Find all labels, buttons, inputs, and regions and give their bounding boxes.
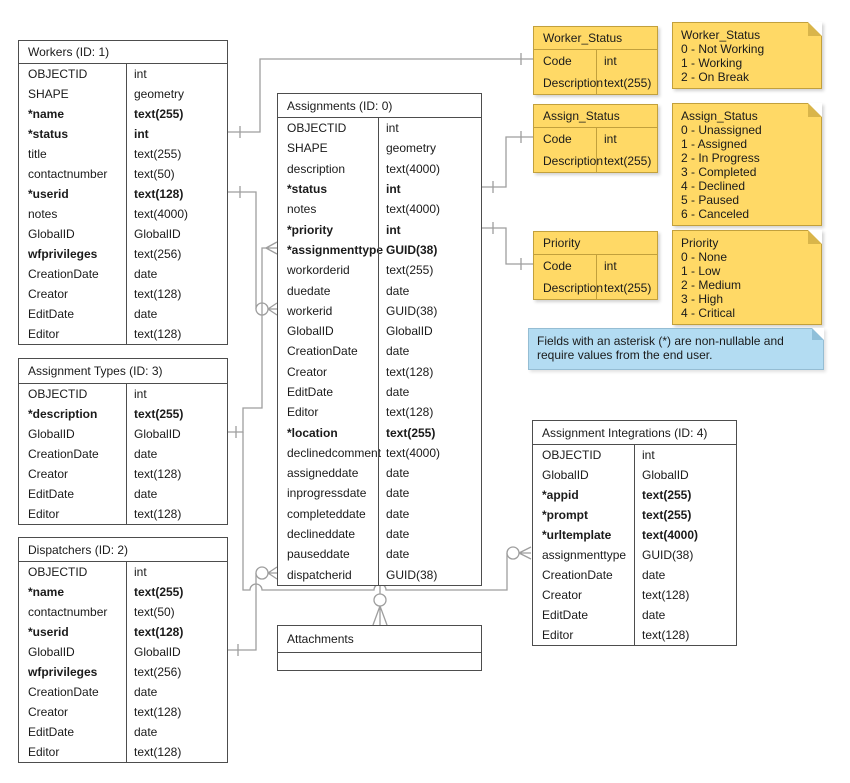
assign_status-field-row bbox=[534, 150, 657, 172]
field-name: GlobalID bbox=[28, 227, 75, 241]
field-name: workorderid bbox=[287, 263, 350, 278]
field-name: EditDate bbox=[287, 385, 334, 399]
assign_status-title: Assign_Status bbox=[534, 105, 657, 128]
field-type: text(50) bbox=[126, 164, 227, 184]
workers-field-row bbox=[19, 184, 227, 204]
worker_status-field-row bbox=[534, 50, 657, 72]
assignment_types-field-row bbox=[19, 384, 227, 404]
dispatchers-field-row bbox=[19, 722, 227, 742]
relationship-dispatchers-assignments bbox=[228, 567, 277, 656]
field-name: Description bbox=[543, 154, 604, 168]
field-name: *status bbox=[28, 127, 69, 141]
assignments-field-row bbox=[278, 219, 481, 239]
field-type: geometry bbox=[378, 138, 481, 158]
dispatchers-field-row bbox=[19, 582, 227, 602]
assignments-field-row bbox=[278, 138, 481, 158]
field-type: text(255) bbox=[126, 144, 227, 164]
note-worker-status-values bbox=[672, 22, 822, 89]
field-name: *appid bbox=[542, 488, 579, 502]
assignments-field-row bbox=[278, 280, 481, 300]
assignments-field-row bbox=[278, 463, 481, 483]
field-type: text(255) bbox=[126, 582, 227, 602]
field-name: assignmenttype bbox=[542, 548, 627, 562]
field-name: CreationDate bbox=[28, 685, 99, 699]
field-type: date bbox=[126, 722, 227, 742]
field-name: *status bbox=[287, 182, 328, 197]
field-name: Editor bbox=[28, 327, 60, 341]
field-name: *prompt bbox=[542, 508, 588, 522]
field-type: int bbox=[126, 562, 227, 582]
field-type: GlobalID bbox=[126, 642, 227, 662]
field-name: *description bbox=[28, 407, 98, 421]
field-name: pauseddate bbox=[287, 547, 350, 562]
field-name: assigneddate bbox=[287, 466, 359, 481]
assignments-field-row bbox=[278, 301, 481, 321]
field-name: Creator bbox=[542, 588, 583, 602]
assignments-field-row bbox=[278, 443, 481, 463]
field-name: *urltemplate bbox=[542, 528, 612, 542]
table-assignment-integrations bbox=[532, 420, 737, 646]
field-type: text(128) bbox=[634, 625, 736, 645]
field-type: date bbox=[378, 524, 481, 544]
workers-field-row bbox=[19, 104, 227, 124]
assignment_types-title: Assignment Types (ID: 3) bbox=[19, 359, 227, 384]
workers-field-row bbox=[19, 284, 227, 304]
assignment_types-field-row bbox=[19, 424, 227, 444]
field-type: int bbox=[126, 384, 227, 404]
field-name: title bbox=[28, 147, 47, 161]
field-name: *priority bbox=[287, 222, 334, 237]
note-assign-status-values bbox=[672, 103, 822, 226]
field-type: text(4000) bbox=[378, 159, 481, 179]
field-name: Editor bbox=[287, 405, 319, 420]
field-name: Code bbox=[543, 54, 572, 68]
field-type: text(4000) bbox=[634, 525, 736, 545]
field-name: inprogressdate bbox=[287, 486, 367, 501]
note-line: 2 - In Progress bbox=[681, 151, 760, 165]
field-type: geometry bbox=[126, 84, 227, 104]
field-name: OBJECTID bbox=[28, 67, 88, 81]
field-type: text(128) bbox=[126, 622, 227, 642]
dispatchers-field-row bbox=[19, 562, 227, 582]
field-name: *location bbox=[287, 425, 338, 440]
table-dispatchers bbox=[18, 537, 228, 763]
field-name: contactnumber bbox=[28, 167, 108, 181]
priority-field-row bbox=[534, 255, 657, 277]
field-type: text(128) bbox=[126, 324, 227, 344]
assignments-field-row bbox=[278, 260, 481, 280]
note-asterisk-explanation bbox=[528, 328, 824, 370]
field-type: date bbox=[378, 544, 481, 564]
field-name: Creator bbox=[28, 287, 69, 301]
workers-field-row bbox=[19, 304, 227, 324]
field-name: Editor bbox=[542, 628, 574, 642]
field-type: GUID(38) bbox=[634, 545, 736, 565]
field-type: int bbox=[378, 118, 481, 138]
workers-field-row bbox=[19, 264, 227, 284]
assignment_integrations-field-row bbox=[533, 605, 736, 625]
field-type: int bbox=[596, 255, 657, 277]
field-type: text(4000) bbox=[378, 199, 481, 219]
priority-title: Priority bbox=[534, 232, 657, 255]
assignment_types-field-row bbox=[19, 484, 227, 504]
field-type: date bbox=[126, 444, 227, 464]
workers-field-row bbox=[19, 244, 227, 264]
field-type: text(128) bbox=[378, 362, 481, 382]
field-type: date bbox=[634, 605, 736, 625]
field-type: text(128) bbox=[378, 402, 481, 422]
relationship-assignment-types-assignments bbox=[228, 242, 277, 438]
field-type: text(255) bbox=[126, 404, 227, 424]
field-type: text(255) bbox=[126, 104, 227, 124]
field-type: GlobalID bbox=[126, 224, 227, 244]
field-type: GUID(38) bbox=[378, 565, 481, 585]
assignment_integrations-field-row bbox=[533, 445, 736, 465]
note-line: Priority bbox=[681, 236, 719, 250]
field-name: notes bbox=[28, 207, 58, 221]
field-name: dispatcherid bbox=[287, 567, 352, 582]
priority-field-row bbox=[534, 277, 657, 299]
dispatchers-title: Dispatchers (ID: 2) bbox=[19, 538, 227, 562]
field-name: declineddate bbox=[287, 527, 356, 542]
field-type: date bbox=[634, 565, 736, 585]
field-name: contactnumber bbox=[28, 605, 108, 619]
note-line: 3 - Completed bbox=[681, 165, 757, 179]
note-line: 4 - Declined bbox=[681, 179, 746, 193]
assignment_types-field-row bbox=[19, 464, 227, 484]
assignments-field-row bbox=[278, 524, 481, 544]
table-workers bbox=[18, 40, 228, 345]
field-type: text(255) bbox=[596, 277, 657, 299]
assignments-field-row bbox=[278, 362, 481, 382]
field-type: int bbox=[596, 128, 657, 150]
workers-field-row bbox=[19, 224, 227, 244]
field-name: *assignmenttype bbox=[287, 242, 384, 257]
dispatchers-field-row bbox=[19, 662, 227, 682]
field-name: EditDate bbox=[28, 725, 75, 739]
assignments-field-row bbox=[278, 159, 481, 179]
table-priority-domain bbox=[533, 231, 658, 300]
note-line: Worker_Status bbox=[681, 28, 761, 42]
assignment_types-field-row bbox=[19, 444, 227, 464]
field-type: text(128) bbox=[634, 585, 736, 605]
note-line: 2 - On Break bbox=[681, 70, 750, 84]
note-line: Assign_Status bbox=[681, 109, 758, 123]
assignments-field-row bbox=[278, 544, 481, 564]
assignments-field-row bbox=[278, 179, 481, 199]
field-type: int bbox=[596, 50, 657, 72]
field-name: CreationDate bbox=[28, 267, 99, 281]
field-name: description bbox=[287, 161, 346, 176]
field-type: GUID(38) bbox=[378, 240, 481, 260]
field-name: SHAPE bbox=[28, 87, 69, 101]
field-name: OBJECTID bbox=[542, 448, 602, 462]
field-type: int bbox=[126, 64, 227, 84]
field-name: wfprivileges bbox=[28, 665, 98, 679]
note-line: 0 - Unassigned bbox=[681, 123, 762, 137]
field-type: text(50) bbox=[126, 602, 227, 622]
field-type: text(4000) bbox=[378, 443, 481, 463]
assignments-field-row bbox=[278, 341, 481, 361]
field-name: duedate bbox=[287, 283, 331, 298]
note-line: 5 - Paused bbox=[681, 193, 740, 207]
assignment_types-field-row bbox=[19, 504, 227, 524]
field-name: EditDate bbox=[28, 307, 75, 321]
field-name: Editor bbox=[28, 507, 60, 521]
dispatchers-field-row bbox=[19, 742, 227, 762]
assignments-field-row bbox=[278, 382, 481, 402]
assignment_integrations-field-row bbox=[533, 545, 736, 565]
assignments-field-row bbox=[278, 321, 481, 341]
note-line: 4 - Critical bbox=[681, 306, 736, 320]
field-name: GlobalID bbox=[287, 324, 334, 339]
field-name: wfprivileges bbox=[28, 247, 98, 261]
table-assignment-types bbox=[18, 358, 228, 525]
field-name: GlobalID bbox=[28, 645, 75, 659]
worker_status-title: Worker_Status bbox=[534, 27, 657, 50]
field-type: date bbox=[126, 264, 227, 284]
field-type: text(128) bbox=[126, 184, 227, 204]
field-name: SHAPE bbox=[287, 141, 328, 156]
field-name: workerid bbox=[287, 303, 333, 318]
assignments-field-row bbox=[278, 199, 481, 219]
assignments-field-row bbox=[278, 504, 481, 524]
assignment_integrations-field-row bbox=[533, 485, 736, 505]
field-type: int bbox=[634, 445, 736, 465]
assignment_integrations-field-row bbox=[533, 625, 736, 645]
field-type: GUID(38) bbox=[378, 301, 481, 321]
field-type: GlobalID bbox=[378, 321, 481, 341]
note-line: 2 - Medium bbox=[681, 278, 742, 292]
note-line: 0 - Not Working bbox=[681, 42, 765, 56]
table-worker-status-domain bbox=[533, 26, 658, 95]
workers-field-row bbox=[19, 144, 227, 164]
field-name: GlobalID bbox=[542, 468, 589, 482]
field-type: date bbox=[378, 504, 481, 524]
assignment_integrations-title: Assignment Integrations (ID: 4) bbox=[533, 421, 736, 445]
field-type: int bbox=[126, 124, 227, 144]
field-type: date bbox=[126, 682, 227, 702]
note-priority-values bbox=[672, 230, 822, 325]
dispatchers-field-row bbox=[19, 682, 227, 702]
field-name: EditDate bbox=[28, 487, 75, 501]
field-type: text(255) bbox=[634, 485, 736, 505]
field-type: date bbox=[378, 463, 481, 483]
assignment_integrations-field-row bbox=[533, 465, 736, 485]
field-name: Creator bbox=[28, 705, 69, 719]
field-type: text(255) bbox=[634, 505, 736, 525]
field-name: OBJECTID bbox=[287, 121, 347, 136]
field-name: Editor bbox=[28, 745, 60, 759]
workers-field-row bbox=[19, 124, 227, 144]
note-line: 1 - Working bbox=[681, 56, 743, 70]
field-type: GlobalID bbox=[634, 465, 736, 485]
note-line: Fields with an asterisk (*) are non-nullable and require values from the end user. bbox=[537, 334, 784, 362]
field-name: Creator bbox=[28, 467, 69, 481]
dispatchers-field-row bbox=[19, 622, 227, 642]
assignments-field-row bbox=[278, 422, 481, 442]
field-name: Code bbox=[543, 132, 572, 146]
dispatchers-field-row bbox=[19, 602, 227, 622]
field-name: Description bbox=[543, 76, 604, 90]
workers-field-row bbox=[19, 204, 227, 224]
dispatchers-field-row bbox=[19, 642, 227, 662]
workers-field-row bbox=[19, 324, 227, 344]
field-name: completeddate bbox=[287, 506, 366, 521]
field-type: date bbox=[378, 280, 481, 300]
assignments-field-row bbox=[278, 483, 481, 503]
field-name: CreationDate bbox=[287, 344, 358, 359]
field-type: text(255) bbox=[378, 260, 481, 280]
note-line: 6 - Canceled bbox=[681, 207, 750, 221]
assignments-field-row bbox=[278, 402, 481, 422]
field-type: GlobalID bbox=[126, 424, 227, 444]
attachments-title: Attachments bbox=[278, 626, 481, 653]
relationship-assignments-assign-status bbox=[481, 131, 533, 193]
field-type: text(128) bbox=[126, 742, 227, 762]
assignment_integrations-field-row bbox=[533, 525, 736, 545]
field-name: OBJECTID bbox=[28, 387, 88, 401]
note-line: 3 - High bbox=[681, 292, 724, 306]
field-name: GlobalID bbox=[28, 427, 75, 441]
field-name: EditDate bbox=[542, 608, 589, 622]
field-type: text(4000) bbox=[126, 204, 227, 224]
field-name: Code bbox=[543, 259, 572, 273]
field-type: text(128) bbox=[126, 464, 227, 484]
assignment_integrations-field-row bbox=[533, 565, 736, 585]
workers-field-row bbox=[19, 164, 227, 184]
note-line: 0 - None bbox=[681, 250, 728, 264]
field-type: date bbox=[378, 341, 481, 361]
field-name: Creator bbox=[287, 364, 328, 379]
worker_status-field-row bbox=[534, 72, 657, 94]
table-assign-status-domain bbox=[533, 104, 658, 173]
field-name: *name bbox=[28, 107, 65, 121]
assignments-field-row bbox=[278, 118, 481, 138]
attachments-field-row bbox=[278, 653, 481, 670]
field-type: text(128) bbox=[126, 504, 227, 524]
assignments-field-row bbox=[278, 565, 481, 585]
table-attachments bbox=[277, 625, 482, 671]
relationship-assignments-attachments bbox=[373, 583, 387, 625]
field-name: *userid bbox=[28, 625, 69, 639]
field-type: text(255) bbox=[596, 72, 657, 94]
field-name: *name bbox=[28, 585, 65, 599]
assignment_types-field-row bbox=[19, 404, 227, 424]
field-name: *userid bbox=[28, 187, 69, 201]
field-name: CreationDate bbox=[542, 568, 613, 582]
field-type: text(128) bbox=[126, 702, 227, 722]
note-line: 1 - Assigned bbox=[681, 137, 748, 151]
field-type: date bbox=[126, 304, 227, 324]
field-type: date bbox=[126, 484, 227, 504]
assign_status-field-row bbox=[534, 128, 657, 150]
assignments-title: Assignments (ID: 0) bbox=[278, 94, 481, 118]
assignment_integrations-field-row bbox=[533, 505, 736, 525]
field-name: CreationDate bbox=[28, 447, 99, 461]
field-name: OBJECTID bbox=[28, 565, 88, 579]
table-assignments bbox=[277, 93, 482, 586]
field-type: text(256) bbox=[126, 244, 227, 264]
workers-field-row bbox=[19, 84, 227, 104]
field-name: notes bbox=[287, 202, 317, 217]
field-type: date bbox=[378, 382, 481, 402]
field-type: text(256) bbox=[126, 662, 227, 682]
assignment_integrations-field-row bbox=[533, 585, 736, 605]
field-type: text(255) bbox=[378, 422, 481, 442]
note-line: 1 - Low bbox=[681, 264, 721, 278]
dispatchers-field-row bbox=[19, 702, 227, 722]
field-type: int bbox=[378, 219, 481, 239]
relationship-assignments-priority bbox=[481, 222, 533, 270]
field-name: Description bbox=[543, 281, 604, 295]
workers-field-row bbox=[19, 64, 227, 84]
workers-title: Workers (ID: 1) bbox=[19, 41, 227, 64]
field-type: text(128) bbox=[126, 284, 227, 304]
field-type: date bbox=[378, 483, 481, 503]
field-type: int bbox=[378, 179, 481, 199]
field-name: declinedcomment bbox=[287, 445, 382, 460]
assignments-field-row bbox=[278, 240, 481, 260]
field-type: text(255) bbox=[596, 150, 657, 172]
